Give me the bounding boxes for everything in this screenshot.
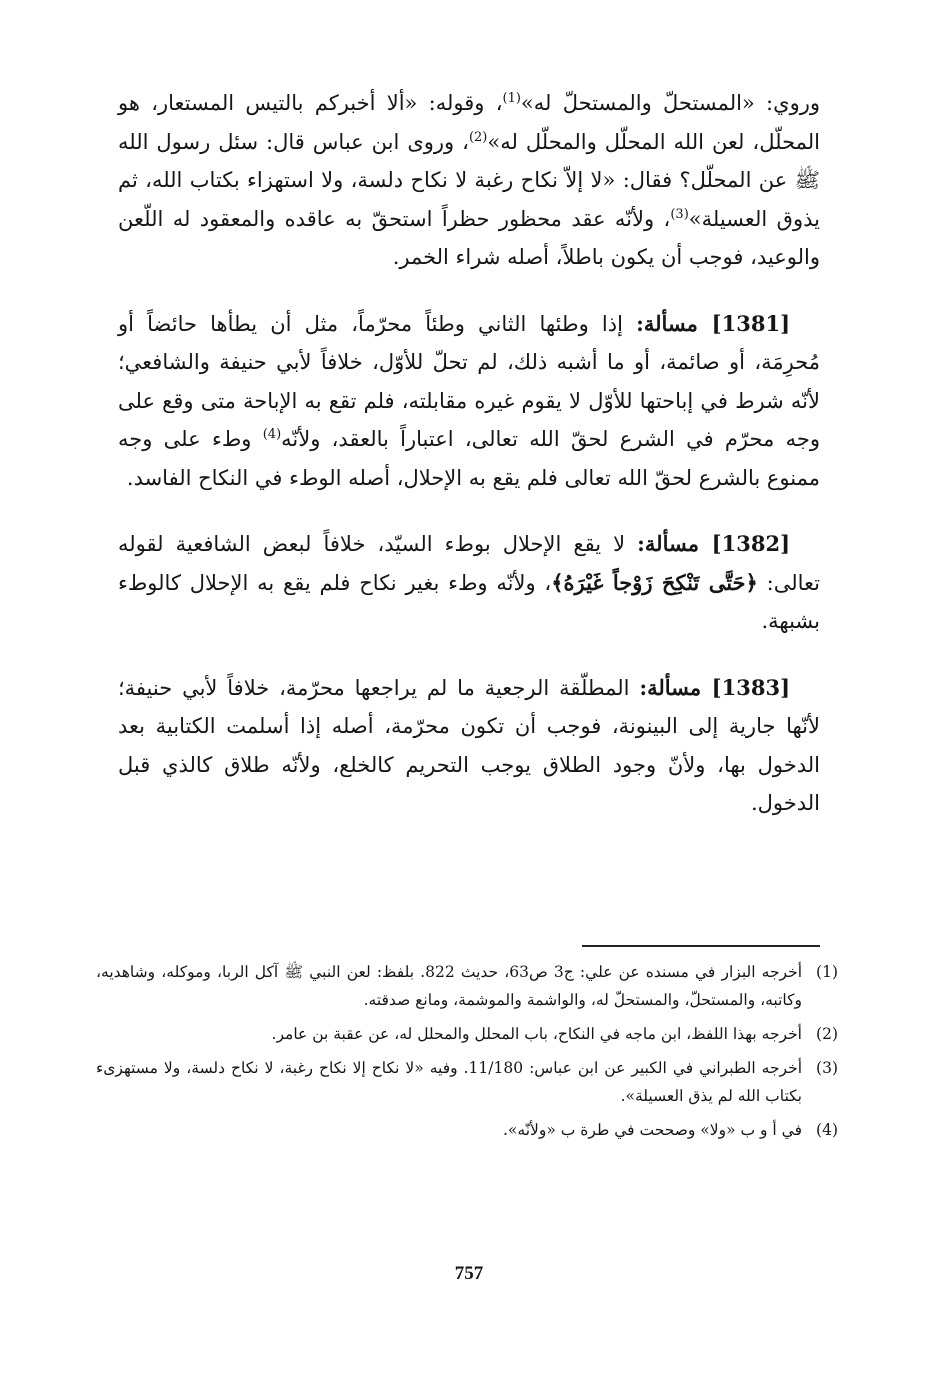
paragraph-issue-1382 [118,525,820,641]
footnote-2 [96,1020,838,1048]
text-run: ، ولأنّه وطء بغير نكاح فلم يقع به الإحلال كالوطء بشبهة. [118,570,820,633]
text-run: إذا وطئها الثاني وطئاً محرّماً، مثل أن يطأها حائضاً أو مُحرِمَة، أو صائمة، أو ما أشبه ذلك، لم تحلّ للأوّل، خلافاً لأبي حنيفة والشافعي؛ لأنّه شرط في إباحتها للأوّل لا يقوم غيره مقابلته، فلم تقع به الإباحة متى وقع على وجه محرّم في الشرع لحقّ الله تعالى، اعتباراً بالعقد، ولأنّه [118,311,820,451]
paragraph-issue-1381 [118,305,820,498]
issue-label: [1382] مسألة: [637,531,790,556]
paragraph-issue-1383 [118,669,820,823]
footnote-number: (1) [816,963,838,981]
page-number: 757 [454,1263,484,1284]
footnotes [96,958,838,1150]
text-run: المطلّقة الرجعية ما لم يراجعها محرّمة، خلافاً لأبي حنيفة؛ لأنّها جارية إلى البينونة، فوجب أن تكون محرّمة، أصله إذا أسلمت الكتابية بعد الدخول بها، ولأنّ وجود الطلاق يوجب التحريم كالخلع، ولأنّه طلاق كالذي قبل الدخول. [118,675,820,815]
footnote-ref: (3) [670,206,689,222]
footnote-ref: (2) [468,129,488,145]
footnote-text: أخرجه بهذا اللفظ، ابن ماجه في النكاح، باب المحلل والمحلل له، عن عقبة بن عامر. [271,1025,802,1043]
footnote-text: أخرجه الطبراني في الكبير عن ابن عباس: 11/180. وفيه «لا نكاح إلا نكاح رغبة، لا نكاح دلسة، ولا مستهزىء بكتاب الله لم يذق العسيلة». [96,1059,802,1105]
footnote-number: (3) [816,1059,838,1077]
footnote-divider [582,945,820,947]
footnote-text: في أ و ب «ولا» وصححت في طرة ب «ولأنّه». [503,1121,802,1139]
text-run: ، ولأنّه عقد محظور حظراً استحقّ به عاقده والمعقود له اللّعن والوعيد، فوجب أن يكون باطلاً، أصله شراء الخمر. [118,206,820,269]
text-run: ، وقوله: «ألا أخبركم بالتيس المستعار، هو المحلّل، لعن الله المحلّل والمحلّل له» [118,91,820,154]
text-run: وروي: «المستحلّ والمستحلّ له» [520,91,820,115]
footnote-1 [96,958,838,1014]
text-run: لا يقع الإحلال بوطء السيّد، خلافاً لبعض الشافعية لقوله تعالى: [118,532,820,595]
text-run: وطء على وجه ممنوع بالشرع لحقّ الله تعالى فلم يقع به الإحلال، أصله الوطء في النكاح الفاسد. [118,427,820,490]
issue-label: [1383] مسألة: [639,674,790,700]
main-text [118,84,820,851]
footnote-ref: (1) [502,91,521,106]
footnote-4 [96,1116,838,1144]
footnote-ref: (4) [262,427,282,442]
text-run: ، وروى ابن عباس قال: سئل رسول الله ﷺ عن المحلّل؟ فقال: «لا إلاّ نكاح رغبة لا نكاح دلسة، ولا استهزاء بكتاب الله، ثم يذوق العسيلة» [118,129,820,231]
footnote-number: (4) [816,1121,838,1139]
footnote-3 [96,1054,838,1110]
issue-label: [1381] مسألة: [636,310,791,336]
footnote-text: أخرجه البزار في مسنده عن علي: ج3 ص63، حديث 822. بلفظ: لعن النبي ﷺ آكل الربا، وموكله، وشاهديه، وكاتبه، والمستحلّ، والمستحلّ له، والواشمة والموشمة، ومانع صدقته. [96,963,802,1009]
footnote-number: (2) [816,1025,838,1043]
paragraph-intro [118,84,820,277]
quran-quote: ﴿حَتَّى تَنْكِحَ زَوْجاً غَيْرَهُ﴾ [551,569,758,595]
